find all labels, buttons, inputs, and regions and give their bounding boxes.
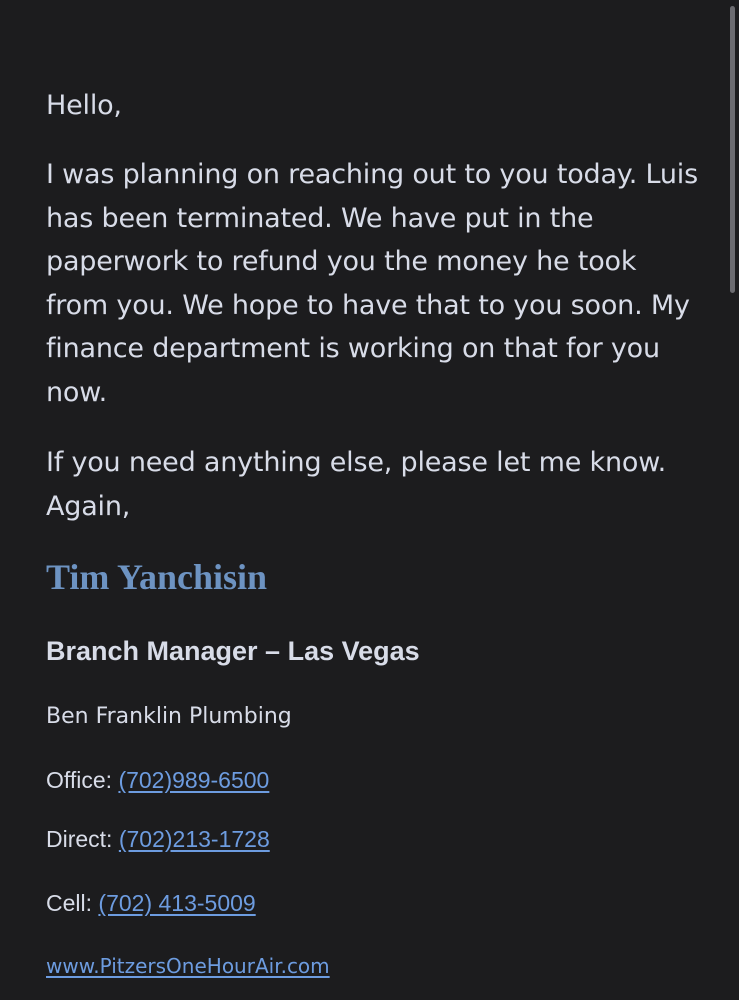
- website-link[interactable]: www.PitzersOneHourAir.com: [46, 954, 330, 978]
- signature-website-line: [46, 950, 330, 982]
- direct-phone-link[interactable]: (702)213-1728: [118, 826, 270, 852]
- signature-company: Ben Franklin Plumbing: [46, 704, 292, 729]
- signature-name: Tim Yanchisin: [46, 557, 268, 597]
- office-label: Office:: [46, 767, 113, 793]
- email-paragraph: If you need anything else, please let me know. Again,: [46, 447, 667, 522]
- office-phone-link[interactable]: (702)989-6500: [118, 767, 270, 793]
- direct-label: Direct:: [46, 826, 113, 852]
- signature-cell-line: [46, 886, 256, 920]
- signature-direct-line: [46, 822, 270, 856]
- signature-title: Branch Manager – Las Vegas: [46, 636, 420, 666]
- email-paragraph: I was planning on reaching out to you today. Luis has been terminated. We have put in the paperwork to refund you the money he took from you. We hope to have that to you soon. My finance department is working on that for you now.: [46, 159, 698, 408]
- cell-label: Cell:: [46, 890, 93, 916]
- email-greeting: Hello,: [46, 90, 122, 121]
- vertical-scrollbar[interactable]: [730, 6, 735, 293]
- cell-phone-link[interactable]: (702) 413-5009: [98, 890, 256, 916]
- signature-office-line: [46, 763, 269, 797]
